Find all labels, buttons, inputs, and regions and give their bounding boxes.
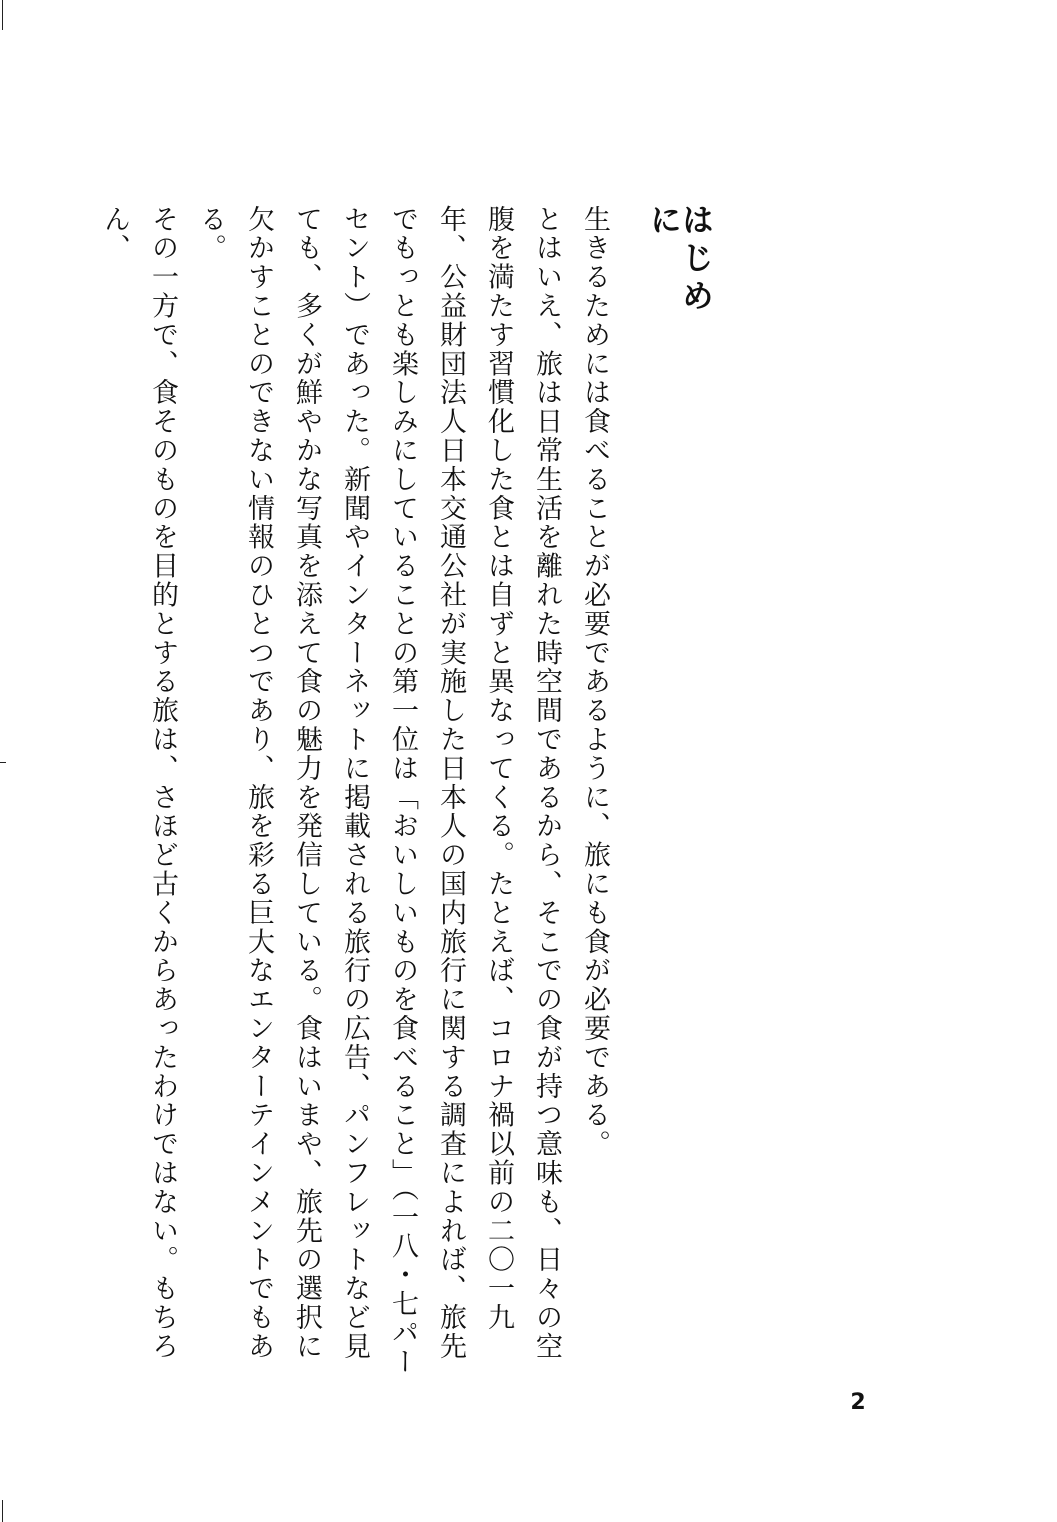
crop-mark-middle [0, 762, 6, 763]
paragraph-1: 生きるためには食べることが必要であるように、旅にも食が必要である。 [579, 205, 610, 1159]
paragraph-2: とはいえ、旅は日常生活を離れた時空間であるから、そこでの食が持つ意味も、日々の空腹を満たす習慣化した食とは自ずと異なってくる。たとえば、コロナ禍以前の二〇一九年、公益財団法人日本交通公社が実施した日本人の国内旅行に関する調査によれば、旅先でもっとも楽しみにしていることの第一位は「おいしいものを食べること」（一八・七パーセント）であった。新聞やインターネットに掲載される旅行の広告、パンフレットなど見ても、多くが鮮やかな写真を添えて食の魅力を発信している。食はいまや、旅先の選択に欠かすことのできない情報のひとつであり、旅を彩る巨大なエンターテインメントでもある。 [195, 205, 562, 1377]
paragraph-3: その一方で、食そのものを目的とする旅は、さほど古くからあったわけではない。もちろん、 [99, 205, 178, 1361]
crop-mark-top [2, 0, 3, 30]
chapter-heading: はじめに [645, 203, 715, 317]
page-number: 2 [850, 1390, 866, 1415]
body-text [99, 205, 618, 1380]
crop-mark-bottom [2, 1500, 3, 1522]
